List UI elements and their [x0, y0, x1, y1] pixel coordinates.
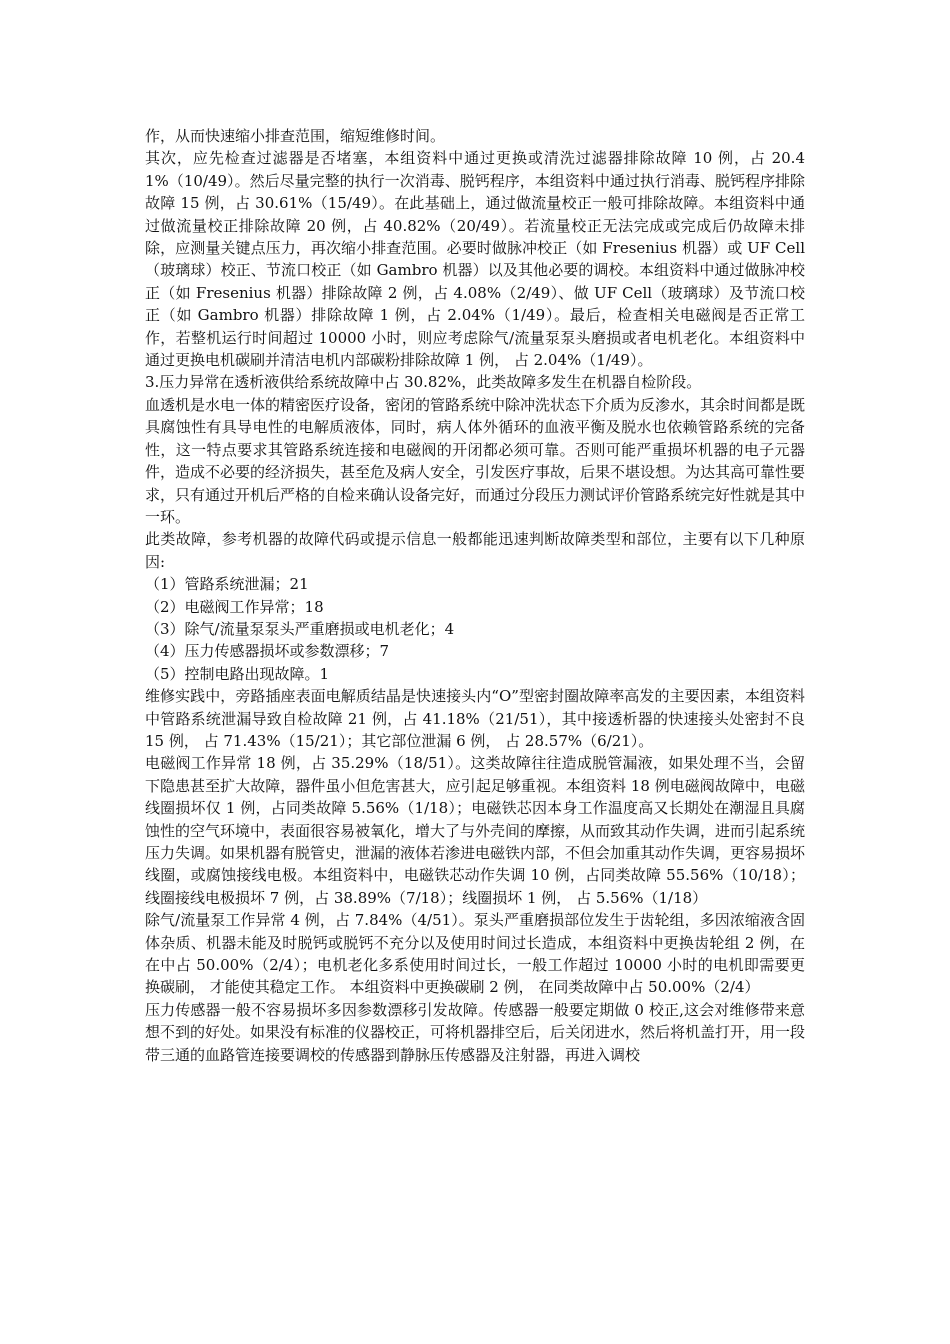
- list-item: （4）压力传感器损坏或参数漂移；7: [145, 642, 390, 661]
- paragraph: 电磁阀工作异常 18 例，占 35.29%（18/51）。这类故障往往造成脱管漏液，如果处理不当，会留下隐患甚至扩大故障，器件虽小但危害甚大，应引起足够重视。本组资料 18 例电磁阀故障中，电磁线圈损坏仅 1 例，占同类故障 5.56%（1/18）；电磁铁芯因本身工作温度高又长期处在潮湿且具腐蚀性的空气环境中，表面很容易被氧化，增大了与外壳间的摩擦，从而致其动作失调，进而引起系统压力失调。如果机器有脱管史，泄漏的液体若渗进电磁铁内部，不但会加重其动作失调，更容易损坏线圈，或腐蚀接线电极。本组资料中，电磁铁芯动作失调 10 例，占同类故障 55.56%（10/18）；线圈接线电极损坏 7 例，占 38.89%（7/18）；线圈损坏 1 例， 占 5.56%（1/18）: [145, 754, 806, 907]
- document-page: [145, 125, 805, 1066]
- paragraph: 作，从而快速缩小排查范围，缩短维修时间。: [145, 127, 446, 145]
- paragraph: 除气/流量泵工作异常 4 例，占 7.84%（4/51）。泵头严重磨损部位发生于齿轮组，多因浓缩液含固体杂质、机器未能及时脱钙或脱钙不充分以及使用时间过长造成，本组资料中更换齿轮组 2 例，在在中占 50.00%（2/4）；电机老化多系使用时间过长，一般工作超过 10000 小时的电机即需要更换碳刷， 才能使其稳定工作。 本组资料中更换碳刷 2 例， 在同类故障中占 50.00%（2/4）: [145, 911, 805, 997]
- paragraph: 3.压力异常在透析液供给系统故障中占 30.82%，此类故障多发生在机器自检阶段。: [145, 373, 702, 392]
- paragraph: 维修实践中，旁路插座表面电解质结晶是快速接头内“O”型密封圈故障率高发的主要因素，本组资料中管路系统泄漏导致自检故障 21 例，占 41.18%（21/51），其中接透析器的快速接头处密封不良 15 例， 占 71.43%（15/21）；其它部位泄漏 6 例， 占 28.57%（6/21）。: [145, 687, 805, 750]
- paragraph: 压力传感器一般不容易损坏多因参数漂移引发故障。传感器一般要定期做 0 校正,这会对维修带来意想不到的好处。如果没有标准的仪器校正，可将机器排空后，后关闭进水，然后将机盖打开，用一段带三通的血路管连接要调校的传感器到静脉压传感器及注射器，再进入调校: [145, 1000, 806, 1064]
- paragraph: 血透机是水电一体的精密医疗设备，密闭的管路系统中除冲洗状态下介质为反渗水，其余时间都是既具腐蚀性有具导电性的电解质液体，同时，病人体外循环的血液平衡及脱水也依赖管路系统的完备性，这一特点要求其管路系统连接和电磁阀的开闭都必须可靠。否则可能严重损坏机器的电子元器件，造成不必要的经济损失，甚至危及病人安全，引发医疗事故，后果不堪设想。为达其高可靠性要求，只有通过开机后严格的自检来确认设备完好，而通过分段压力测试评价管路系统完好性就是其中一环。: [145, 395, 806, 526]
- list-item: （1）管路系统泄漏；21: [145, 575, 309, 594]
- list-item: （3）除气/流量泵泵头严重磨损或电机老化；4: [145, 619, 455, 638]
- list-item: （5）控制电路出现故障。1: [145, 664, 330, 683]
- paragraph: 其次，应先检查过滤器是否堵塞，本组资料中通过更换或清洗过滤器排除故障 10 例，占 20.41%（10/49）。然后尽量完整的执行一次消毒、脱钙程序，本组资料中通过执行消毒、脱钙程序排除故障 15 例，占 30.61%（15/49）。在此基础上，通过做流量校正一般可排除故障。本组资料中通过做流量校正排除故障 20 例，占 40.82%（20/49）。若流量校正无法完成或完成后仍故障未排除，应测量关键点压力，再次缩小排查范围。必要时做脉冲校正（如 Fresenius 机器）或 UF Cell（玻璃球）校正、节流口校正（如 Gambro 机器）以及其他必要的调校。本组资料中通过做脉冲校正（如 Fresenius 机器）排除故障 2 例，占 4.08%（2/49）、做 UF Cell（玻璃球）及节流口校正（如 Gambro 机器）排除故障 1 例，占 2.04%（1/49）。最后，检查相关电磁阀是否正常工作，若整机运行时间超过 10000 小时，则应考虑除气/流量泵泵头磨损或者电机老化。本组资料中通过更换电机碳刷并清洁电机内部碳粉排除故障 1 例， 占 2.04%（1/49）。: [145, 149, 805, 370]
- list-item: （2）电磁阀工作异常；18: [145, 597, 324, 616]
- paragraph: 此类故障，参考机器的故障代码或提示信息一般都能迅速判断故障类型和部位，主要有以下几种原因:: [145, 530, 805, 571]
- cause-list: [145, 573, 805, 685]
